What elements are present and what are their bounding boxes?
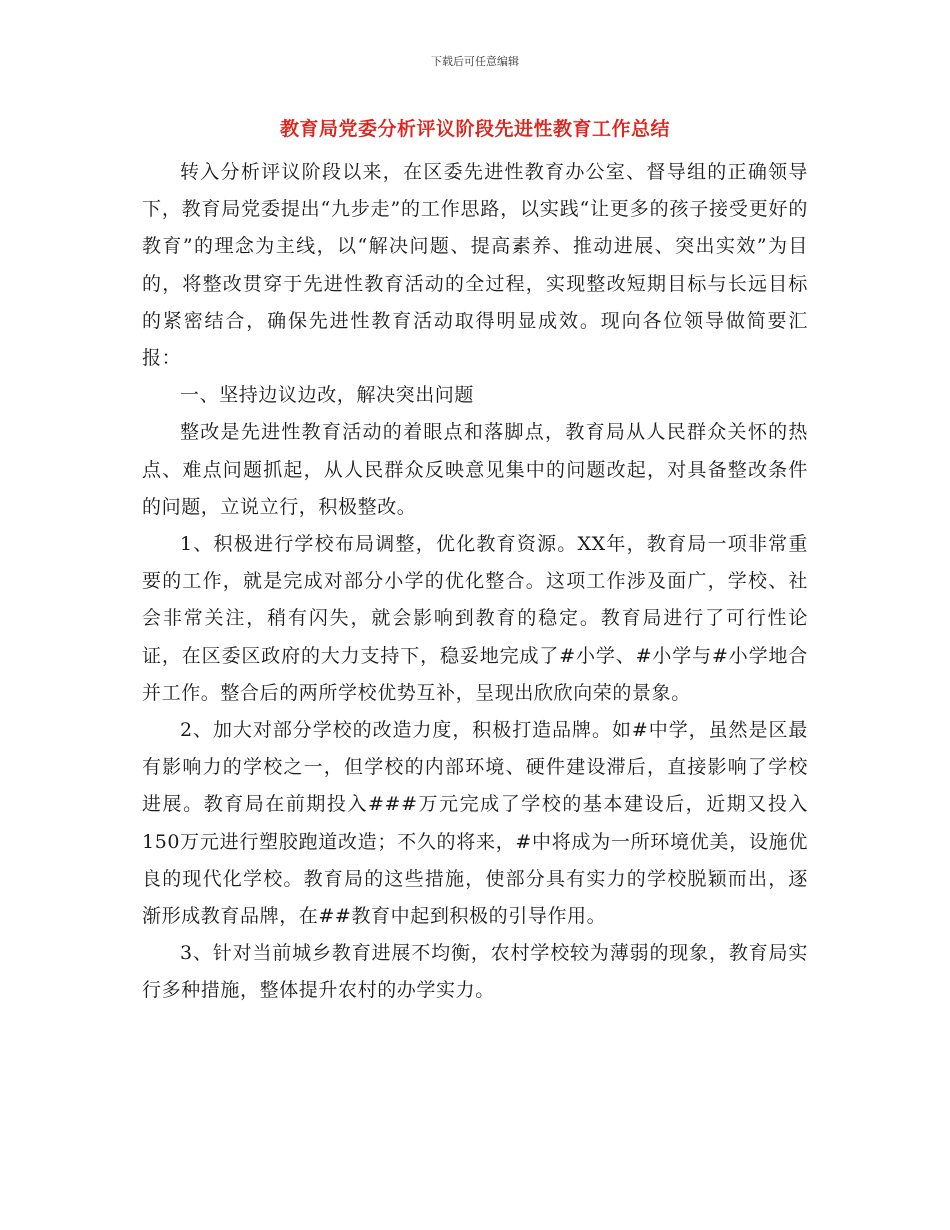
- document-body: [142, 154, 808, 1010]
- paragraph-intro: 转入分析评议阶段以来，在区委先进性教育办公室、督导组的正确领导下，教育局党委提出“九步走”的工作思路，以实践“让更多的孩子接受更好的教育”的理念为主线，以“解决问题、提高素养、推动进展、突出实效”为目的，将整改贯穿于先进性教育活动的全过程，实现整改短期目标与长远目标的紧密结合，确保先进性教育活动取得明显成效。现向各位领导做简要汇报：: [142, 161, 808, 370]
- section-heading-1: 一、坚持边议边改，解决突出问题: [180, 384, 475, 407]
- header-note: 下载后可任意编辑: [431, 55, 519, 68]
- paragraph-item-3: 3、针对当前城乡教育进展不均衡，农村学校较为薄弱的现象，教育局实行多种措施，整体提升农村的办学实力。: [142, 942, 808, 1002]
- paragraph-item-2: 2、加大对部分学校的改造力度，积极打造品牌。如#中学，虽然是区最有影响力的学校之一，但学校的内部环境、硬件建设滞后，直接影响了学校进展。教育局在前期投入###万元完成了学校的基本建设后，近期又投入150万元进行塑胶跑道改造；不久的将来，#中将成为一所环境优美，设施优良的现代化学校。教育局的这些措施，使部分具有实力的学校脱颖而出，逐渐形成教育品牌，在##教育中起到积极的引导作用。: [142, 719, 808, 928]
- paragraph-item-1: 1、积极进行学校布局调整，优化教育资源。XX年，教育局一项非常重要的工作，就是完成对部分小学的优化整合。这项工作涉及面广，学校、社会非常关注，稍有闪失，就会影响到教育的稳定。教育局进行了可行性论证，在区委区政府的大力支持下，稳妥地完成了#小学、#小学与#小学地合并工作。整合后的两所学校优势互补，呈现出欣欣向荣的景象。: [142, 533, 808, 704]
- document-title: 教育局党委分析评议阶段先进性教育工作总结: [279, 118, 670, 140]
- paragraph-rectification: 整改是先进性教育活动的着眼点和落脚点，教育局从人民群众关怀的热点、难点问题抓起，从人民群众反映意见集中的问题改起，对具备整改条件的问题，立说立行，积极整改。: [142, 421, 808, 518]
